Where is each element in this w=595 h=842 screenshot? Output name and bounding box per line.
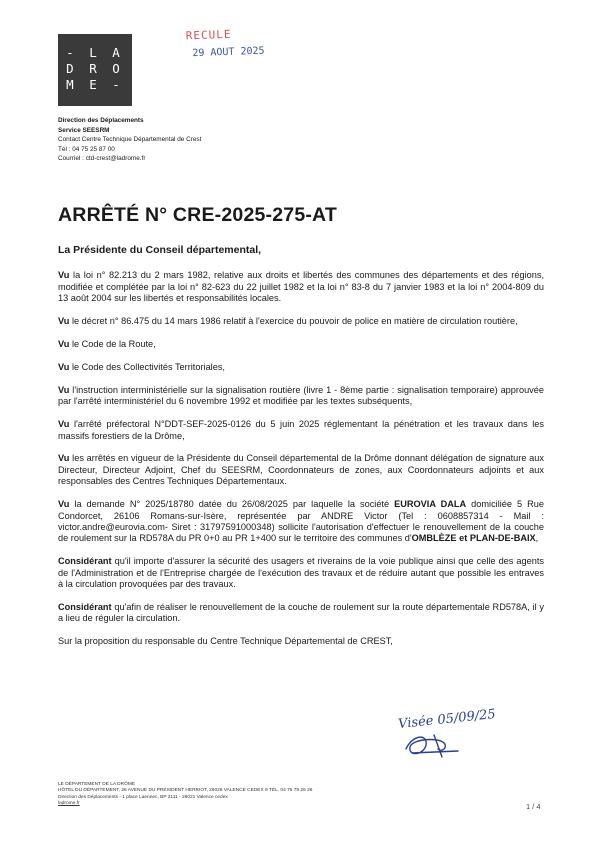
commune-name: PLAN-DE-BAIX [469, 533, 536, 544]
contact-centre: Contact Centre Technique Départemental de Crest [58, 136, 202, 144]
paragraph-text: qu'il importe d'assurer la sécurité des usagers et riverains de la voie publique ainsi que celle des agents de l'Administration et de l'Entreprise chargée de l'exécution des travaux et de réduire autant que possible les entraves à la circulation provoquées par des travaux. [58, 556, 544, 590]
paragraph-text: domiciliée 5 Rue Condorcet, 26106 Romans-sur-Isère, représentée par ANDRE Victor (Tel : 0608857314 - Mail : victor.andre@eurovia.com- Siret : 31797591000348) sollicite l'autorisation d'effectuer le renouvellement de la couche de roulement sur la RD578A du PR 0+0 au PR 1+400 sur le territoire des communes d' [58, 499, 544, 544]
paragraph-6 [58, 419, 544, 442]
company-name: EUROVIA DALA [394, 499, 467, 510]
paragraph-8 [58, 499, 544, 545]
paragraph-text: les arrêtés en vigueur de la Présidente du Conseil départemental de la Drôme donnant délégation de signature aux Directeur, Directeur Adjoint, Chef du SEESRM, Coordonnateurs de zones, aux Coordonnateurs adjoints et aux responsables des Centres Techniques Départementaux. [58, 453, 544, 487]
paragraph-lead: Vu [58, 270, 70, 281]
ladrome-logo [58, 34, 132, 106]
logo-line-1: - L A [66, 45, 124, 60]
document-title: ARRÊTÉ N° CRE-2025-275-AT [58, 204, 337, 226]
stamp-date: 29 AOUT 2025 [192, 45, 265, 60]
paragraph-text: le Code des Collectivités Territoriales, [69, 361, 225, 372]
signature-scribble-icon [398, 727, 468, 761]
page-number: 1 / 4 [526, 802, 541, 811]
footer [58, 782, 312, 808]
paragraph-text: la loi n° 82.213 du 2 mars 1982, relative aux droits et libertés des communes des départements et des régions, modifiée et complétée par la loi n° 82-623 du 22 juillet 1982 et la loi n° 83-8 du 7 janvier 1983 et la loi n° 2004-809 du 13 août 2004 sur les libertés et responsabilités locales. [58, 270, 544, 304]
paragraph-text: , [535, 533, 539, 544]
paragraph-lead: Vu [58, 339, 70, 350]
paragraph-text: le décret n° 86.475 du 14 mars 1986 relatif à l'exercice du pouvoir de police en matière de circulation routière, [69, 316, 518, 327]
stamp-received-label: RECULE [185, 27, 232, 43]
paragraph-text: la demande N° 2025/18780 datée du 26/08/2025 par laquelle la société [69, 499, 395, 510]
contact-email: Courriel : ctd-crest@ladrome.fr [58, 155, 146, 163]
paragraph-text: qu'afin de réaliser le renouvellement de la couche de roulement sur la route départementale RD578A, il y a lieu de réguler la circulation. [58, 602, 544, 624]
paragraph-1 [58, 270, 544, 304]
logo-line-3: M E - [66, 77, 124, 92]
paragraph-lead: Vu [58, 453, 70, 464]
paragraph-lead: Vu [58, 419, 70, 430]
paragraph-9 [58, 556, 544, 590]
footer-website-link[interactable]: ladrome.fr [58, 801, 80, 807]
paragraph-4 [58, 362, 544, 373]
paragraph-text: le Code de la Route, [69, 339, 156, 350]
contact-phone: Tél : 04 75 25 87 00 [58, 145, 115, 153]
paragraph-lead: Considérant [58, 556, 112, 567]
paragraph-3 [58, 339, 544, 350]
paragraph-text: l'instruction interministérielle sur la signalisation routière (livre 1 - 8ème partie : signalisation temporaire) approuvée par l'arrêté interministériel du 6 novembre 1992 et modifiée par les textes subséquents, [58, 384, 544, 407]
paragraph-lead: Vu [58, 384, 70, 395]
footer-address: HÔTEL DU DÉPARTEMENT, 26 AVENUE DU PRÉSIDENT HERRIOT, 26026 VALENCE CEDEX 9 TÉL. 04 75 79 26 26 [58, 788, 313, 794]
paragraph-lead: Vu [58, 499, 70, 510]
paragraph-lead: Vu [58, 316, 70, 327]
document-body [58, 245, 544, 659]
paragraph-lead: Vu [58, 361, 70, 372]
commune-name: OMBLÈZE [411, 533, 457, 544]
paragraph-5 [58, 385, 544, 408]
footer-department: LE DÉPARTEMENT DE LA DRÔME [58, 782, 136, 787]
subject-line: La Présidente du Conseil départemental, [58, 244, 262, 256]
logo-line-2: D R O [66, 61, 124, 76]
contact-service: Service SEESRM [58, 126, 110, 134]
footer-direction: Direction des Déplacements - 1 place Laennec, BP 2111 - 26021 Valence cedex [58, 794, 228, 800]
contact-block [58, 116, 201, 164]
paragraph-text: Sur la proposition du responsable du Centre Technique Départemental de CREST, [58, 636, 393, 647]
paragraph-2 [58, 316, 544, 327]
signature-block [397, 706, 497, 766]
received-stamp [186, 27, 265, 60]
contact-direction: Direction des Déplacements [58, 117, 144, 124]
visa-annotation: Visée 05/09/25 [397, 706, 497, 733]
paragraph-10 [58, 602, 544, 625]
paragraph-text: l'arrêté préfectoral N°DDT-SEF-2025-0126 du 5 juin 2025 réglementant la pénétration et les travaux dans les massifs forestiers de la Drôme, [58, 419, 544, 441]
paragraph-lead: Considérant [58, 602, 112, 613]
conjunction: et [456, 533, 470, 544]
paragraph-11 [58, 636, 544, 647]
paragraph-7 [58, 453, 544, 487]
